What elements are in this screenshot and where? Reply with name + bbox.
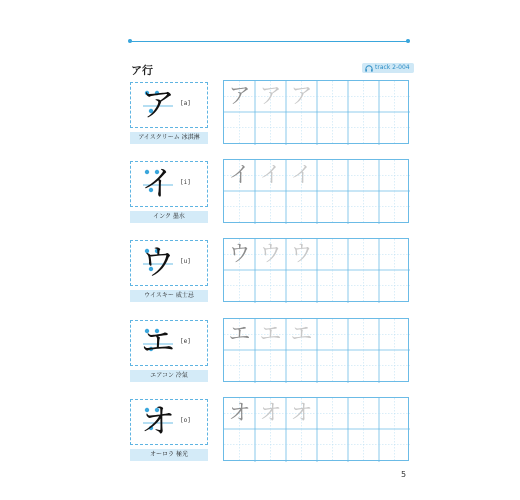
trace-kana: ウ	[259, 242, 282, 267]
practice-row	[130, 320, 410, 386]
page-number: 5	[401, 470, 407, 479]
headphones-icon	[365, 65, 373, 72]
example-word: オーロラ 極光	[130, 449, 208, 461]
model-kana: イ	[141, 164, 175, 204]
trace-kana: イ	[259, 163, 282, 188]
trace-kana: オ	[290, 401, 313, 426]
trace-kana: イ	[290, 163, 313, 188]
example-word: ウイスキー 威士忌	[130, 290, 208, 302]
top-divider	[130, 41, 408, 42]
practice-row	[130, 82, 410, 148]
page-title: ア行	[131, 64, 153, 77]
romaji-label: [o]	[180, 417, 191, 424]
model-character-box	[130, 161, 208, 207]
trace-kana: エ	[259, 322, 282, 347]
model-kana: ア	[141, 85, 175, 125]
trace-kana: ア	[228, 84, 251, 109]
practice-row	[130, 399, 410, 465]
model-character-box	[130, 82, 208, 128]
trace-kana: オ	[228, 401, 251, 426]
practice-grid[interactable]	[223, 159, 409, 223]
trace-kana: エ	[290, 322, 313, 347]
audio-track-badge[interactable]	[362, 63, 414, 73]
practice-grid[interactable]	[223, 397, 409, 461]
trace-kana: イ	[228, 163, 251, 188]
model-kana: エ	[141, 323, 175, 363]
model-character-box	[130, 320, 208, 366]
example-word: アイスクリーム 冰淇淋	[130, 132, 208, 144]
practice-row	[130, 161, 410, 227]
model-character-box	[130, 240, 208, 286]
practice-grid[interactable]	[223, 318, 409, 382]
trace-kana: ア	[290, 84, 313, 109]
model-character-box	[130, 399, 208, 445]
trace-kana: ウ	[290, 242, 313, 267]
romaji-label: [i]	[180, 179, 191, 186]
model-kana: オ	[141, 402, 175, 442]
trace-kana: ア	[259, 84, 282, 109]
model-kana: ウ	[141, 243, 175, 283]
romaji-label: [a]	[180, 100, 191, 107]
practice-row	[130, 240, 410, 306]
romaji-label: [e]	[180, 338, 191, 345]
romaji-label: [u]	[180, 258, 191, 265]
example-word: インク 墨水	[130, 211, 208, 223]
trace-kana: ウ	[228, 242, 251, 267]
trace-kana: オ	[259, 401, 282, 426]
practice-grid[interactable]	[223, 238, 409, 302]
track-label: track 2-004	[375, 64, 410, 71]
practice-grid[interactable]	[223, 80, 409, 144]
trace-kana: エ	[228, 322, 251, 347]
example-word: エアコン 冷氣	[130, 370, 208, 382]
